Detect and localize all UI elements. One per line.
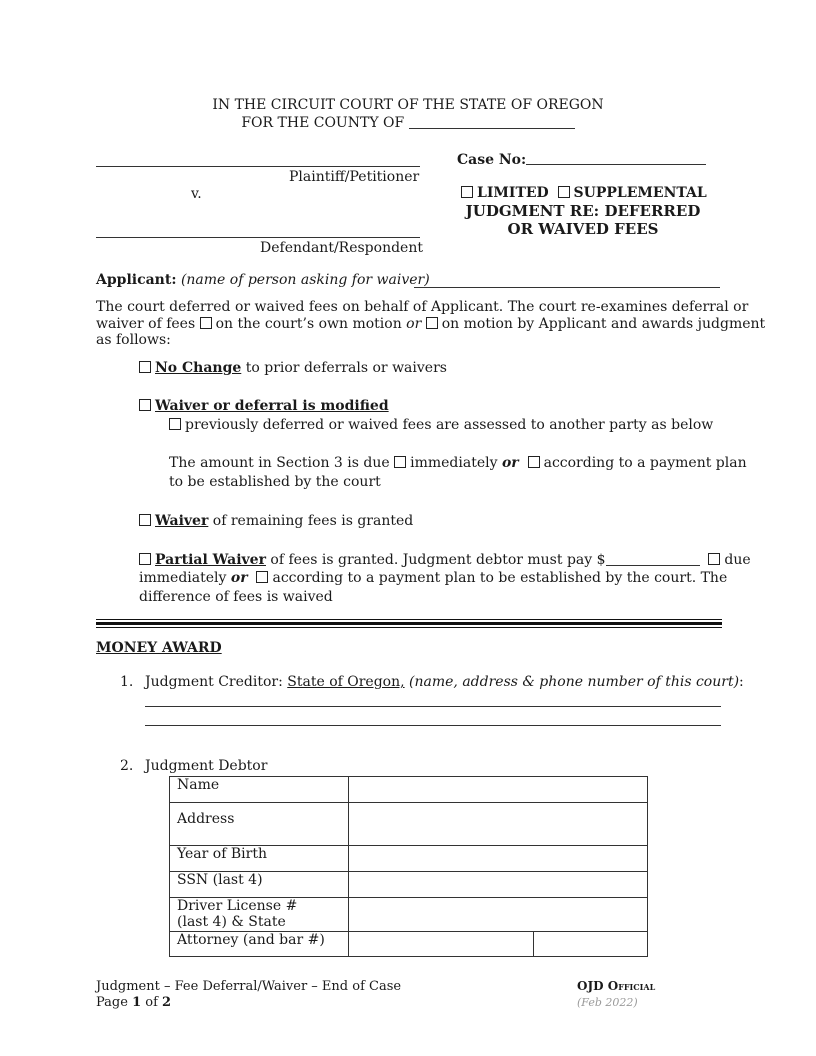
assessed-checkbox[interactable] [169, 418, 181, 430]
intro-line-2 [96, 316, 765, 332]
page-total: 2 [162, 995, 172, 1010]
court-heading [0, 97, 816, 131]
versus-label: v. [191, 186, 202, 202]
table-row [170, 803, 648, 846]
page-prefix: Page [96, 995, 128, 1010]
case-no-field[interactable] [526, 164, 706, 165]
partial-text-d: according to a payment plan to be established by the court. The [272, 570, 728, 586]
ojd-text: OJD [577, 979, 604, 993]
supplemental-checkbox[interactable] [558, 186, 570, 198]
judgment-title-line-1: JUDGMENT RE: DEFERRED [465, 202, 701, 220]
creditor-value: State of Oregon, [287, 674, 405, 690]
partial-text-c: immediately [139, 570, 227, 586]
table-row [170, 932, 648, 957]
creditor-field-2[interactable] [145, 725, 721, 726]
court-line-1: IN THE CIRCUIT COURT OF THE STATE OF OREGON [212, 97, 604, 113]
partial-line-2 [139, 570, 727, 586]
table-row [170, 846, 648, 872]
table-row [170, 898, 648, 932]
no-change-title: No Change [155, 360, 242, 376]
defendant-field[interactable] [96, 237, 420, 238]
intro-text-b: on the court’s own motion [215, 316, 402, 332]
driver-license-label [170, 898, 349, 932]
ssn-label: SSN (last 4) [170, 872, 349, 898]
case-no-label: Case No: [457, 152, 527, 168]
form-date: (Feb 2022) [577, 996, 638, 1009]
partial-text-b: due [724, 552, 751, 568]
modified-sub-option [169, 417, 713, 433]
page-of: of [145, 995, 158, 1010]
judgment-type [461, 185, 707, 201]
money-award-heading: MONEY AWARD [96, 640, 222, 656]
item2-number: 2. [120, 758, 134, 774]
year-of-birth-label: Year of Birth [170, 846, 349, 872]
county-label: FOR THE COUNTY OF [241, 115, 405, 131]
waiver-checkbox[interactable] [139, 514, 151, 526]
page-number: 1 [132, 995, 142, 1010]
partial-due-checkbox[interactable] [708, 553, 720, 565]
creditor-colon: : [739, 674, 744, 690]
creditor-field-1[interactable] [145, 706, 721, 707]
item1-number: 1. [120, 674, 134, 690]
amount-immediately-checkbox[interactable] [394, 456, 406, 468]
amount-line-1 [169, 455, 747, 471]
applicant-row [96, 272, 430, 288]
no-change-text: to prior deferrals or waivers [245, 360, 447, 376]
dl-line-2: (last 4) & State [177, 914, 286, 930]
table-row [170, 777, 648, 803]
judgment-title-line-2: OR WAIVED FEES [507, 220, 659, 238]
attorney-bar-cell[interactable] [534, 932, 648, 957]
plaintiff-field[interactable] [96, 166, 420, 167]
modified-option [139, 398, 389, 414]
partial-option [139, 551, 751, 568]
county-field[interactable] [409, 114, 575, 129]
amount-text-c: according to a payment plan [543, 455, 747, 471]
debtor-table [169, 776, 648, 957]
court-motion-checkbox[interactable] [200, 317, 212, 329]
applicant-field[interactable] [414, 287, 720, 288]
modified-sub-text: previously deferred or waived fees are assessed to another party as below [185, 417, 714, 433]
partial-plan-checkbox[interactable] [256, 571, 268, 583]
amount-plan-checkbox[interactable] [528, 456, 540, 468]
address-label: Address [170, 803, 349, 846]
amount-text-b: immediately [410, 455, 498, 471]
intro-line-1: The court deferred or waived fees on behalf of Applicant. The court re-examines deferral or [96, 299, 749, 315]
judgment-debtor-label: Judgment Debtor [145, 758, 268, 774]
attorney-cell[interactable] [348, 932, 534, 957]
applicant-label: Applicant: [96, 272, 177, 288]
partial-text-or: or [230, 570, 248, 586]
amount-text-a: The amount in Section 3 is due [169, 455, 390, 471]
limited-label: LIMITED [477, 185, 549, 201]
name-cell[interactable] [348, 777, 647, 803]
partial-line-3: difference of fees is waived [139, 589, 333, 605]
judgment-title [440, 202, 726, 238]
section-divider [96, 619, 722, 628]
no-change-option [139, 360, 447, 376]
modified-checkbox[interactable] [139, 399, 151, 411]
year-of-birth-cell[interactable] [348, 846, 647, 872]
footer-page [96, 995, 171, 1010]
waiver-title: Waiver [155, 513, 209, 529]
intro-text-d: on motion by Applicant and awards judgment [441, 316, 766, 332]
official-text: Official [607, 979, 656, 993]
defendant-label: Defendant/Respondent [260, 240, 423, 256]
judgment-creditor-row [145, 674, 744, 690]
intro-line-3: as follows: [96, 332, 171, 348]
modified-title: Waiver or deferral is modified [155, 398, 389, 414]
ojd-official [577, 979, 655, 993]
partial-checkbox[interactable] [139, 553, 151, 565]
partial-title: Partial Waiver [155, 552, 266, 568]
amount-line-2: to be established by the court [169, 474, 381, 490]
court-line-2 [0, 114, 816, 131]
address-cell[interactable] [348, 803, 647, 846]
attorney-label: Attorney (and bar #) [170, 932, 349, 957]
partial-text-a: of fees is granted. Judgment debtor must pay $ [270, 552, 606, 568]
intro-text-or: or [406, 316, 422, 332]
no-change-checkbox[interactable] [139, 361, 151, 373]
partial-amount-field[interactable] [606, 551, 700, 566]
creditor-hint: (name, address & phone number of this court) [409, 674, 740, 690]
name-label: Name [170, 777, 349, 803]
ssn-cell[interactable] [348, 872, 647, 898]
limited-checkbox[interactable] [461, 186, 473, 198]
table-row [170, 872, 648, 898]
dl-line-1: Driver License # [177, 898, 298, 914]
intro-text-a: waiver of fees [96, 316, 196, 332]
amount-text-or: or [501, 455, 519, 471]
applicant-motion-checkbox[interactable] [426, 317, 438, 329]
waiver-option [139, 513, 413, 529]
waiver-text: of remaining fees is granted [212, 513, 414, 529]
footer-form-title: Judgment – Fee Deferral/Waiver – End of Case [96, 979, 402, 994]
applicant-hint: (name of person asking for waiver) [180, 272, 430, 288]
creditor-label: Judgment Creditor: [145, 674, 283, 690]
driver-license-cell[interactable] [348, 898, 647, 932]
supplemental-label: SUPPLEMENTAL [573, 185, 707, 201]
plaintiff-label: Plaintiff/Petitioner [289, 169, 420, 185]
